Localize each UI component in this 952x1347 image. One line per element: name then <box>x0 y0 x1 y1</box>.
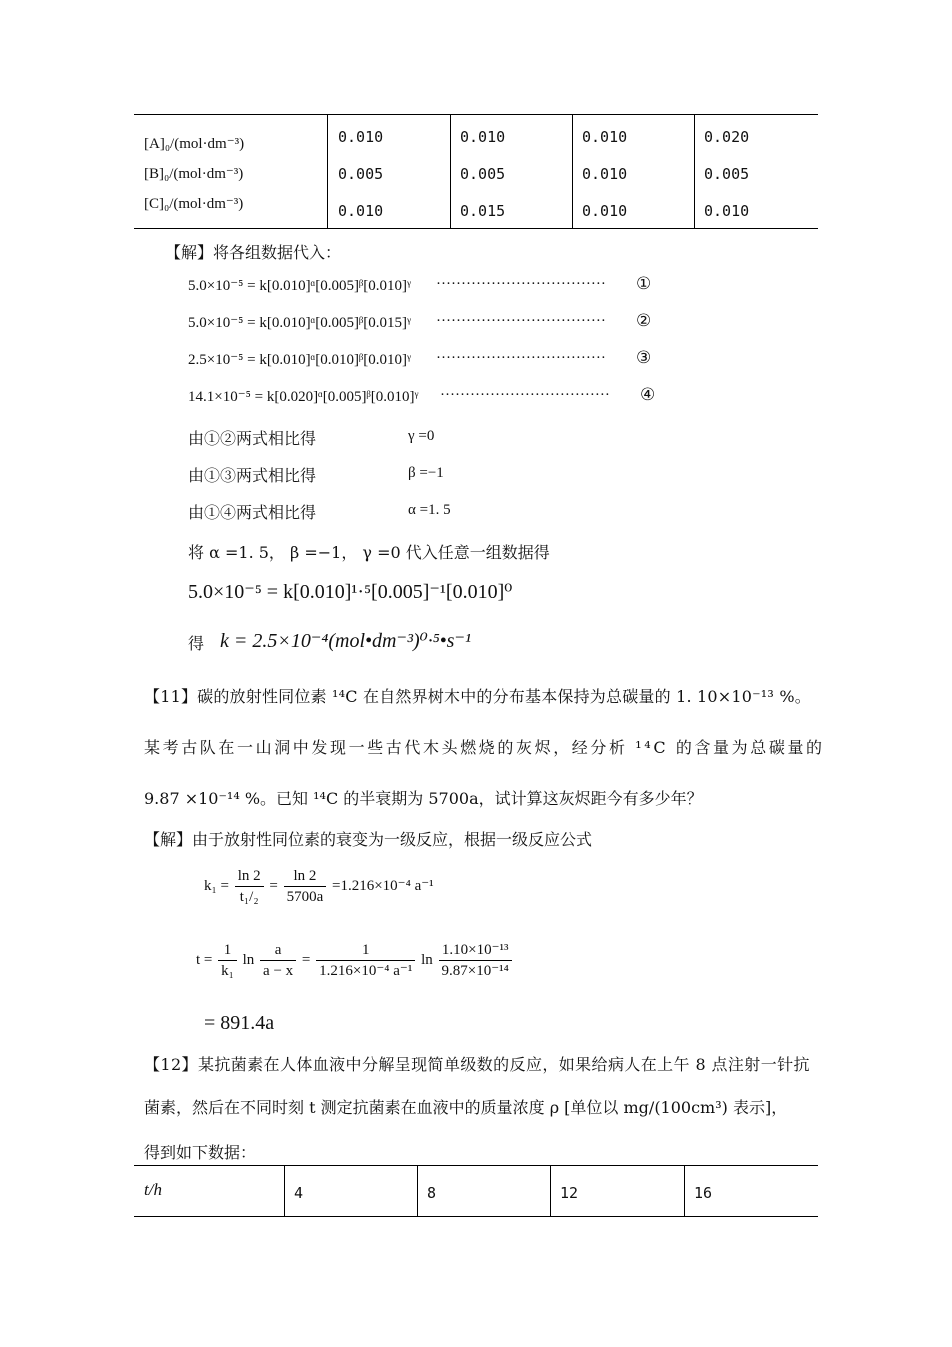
row-label-b: [B]₀/(mol·dm⁻³) <box>144 166 244 182</box>
eq-lhs: 5.0×10⁻⁵ <box>188 278 244 294</box>
numerator: ln 2 <box>235 866 264 887</box>
eq-lhs: 2.5×10⁻⁵ <box>188 352 244 368</box>
equals-sign: = <box>269 877 278 894</box>
eq-lhs: 5.0×10⁻⁵ <box>188 315 244 331</box>
k1-lhs: k₁ = <box>204 877 229 894</box>
equals-sign: = <box>301 951 311 968</box>
denominator: k₁ <box>221 963 234 979</box>
problem-12-line-2: 菌素，然后在不同时刻 t 测定抗菌素在血液中的质量浓度 ρ [单位以 mg/(100cm³) 表示]， <box>144 1098 788 1117</box>
numerator: ln 2 <box>284 866 327 887</box>
ln-operator: ln <box>421 951 433 968</box>
k1-rhs: =1.216×10⁻⁴ a⁻¹ <box>332 877 434 894</box>
numerator: 1 <box>316 940 415 961</box>
table-2-label: t/h <box>144 1180 162 1199</box>
table-cell: 0.010 <box>338 202 384 220</box>
table-cell: 0.005 <box>338 165 384 183</box>
solution-11-header: 【解】由于放射性同位素的衰变为一级反应，根据一级反应公式 <box>144 830 593 849</box>
equation-4 <box>188 387 418 406</box>
denominator: 9.87×10⁻¹⁴ <box>441 963 509 979</box>
eq-rhs: = k[0.010]ᵅ[0.010]ᵝ[0.010]ᵞ <box>247 352 411 368</box>
result-prefix: 得 <box>188 634 205 653</box>
table-cell: 0.010 <box>338 128 384 146</box>
ratio-result: α =1. 5 <box>408 502 451 518</box>
fraction <box>316 940 415 981</box>
table-cell: 0.005 <box>460 165 506 183</box>
fraction <box>439 940 512 981</box>
eq-mark: ④ <box>640 385 656 404</box>
eq-rhs: = k[0.010]ᵅ[0.005]ᵝ[0.015]ᵞ <box>247 315 411 331</box>
eq-dots: ·································· <box>436 276 606 292</box>
ratio-result: γ =0 <box>408 428 435 444</box>
equation-1 <box>188 276 411 295</box>
problem-11-line-3: 9.87 ×10⁻¹⁴ %。已知 ¹⁴C 的半衰期为 5700a，试计算这灰烬距今有多少年？ <box>144 789 703 808</box>
eq-rhs: = k[0.010]ᵅ[0.005]ᵝ[0.010]ᵞ <box>247 278 411 294</box>
denominator: 5700a <box>286 889 324 905</box>
k1-formula <box>204 866 434 907</box>
table-cell: 0.020 <box>704 128 750 146</box>
eq-mark: ② <box>636 311 652 330</box>
final-equation: 5.0×10⁻⁵ = k[0.010]¹·⁵[0.005]⁻¹[0.010]⁰ <box>188 581 513 603</box>
numerator: 1.10×10⁻¹³ <box>439 940 512 961</box>
ln-operator: ln <box>242 951 255 968</box>
t-formula <box>196 940 514 981</box>
eq-rhs: = k[0.020]ᵅ[0.005]ᵝ[0.010]ᵞ <box>254 389 419 405</box>
table-cell: 0.010 <box>582 165 628 183</box>
answer-11: = 891.4a <box>204 1012 275 1034</box>
eq-dots: ·································· <box>436 313 606 329</box>
row-label-a: [A]₀/(mol·dm⁻³) <box>144 136 245 152</box>
table-cell: 16 <box>694 1184 713 1202</box>
problem-11-line-2: 某考古队在一山洞中发现一些古代木头燃烧的灰烬，经分析 ¹⁴C 的含量为总碳量的 <box>144 738 825 757</box>
fraction <box>284 866 327 907</box>
t-lhs: t = <box>196 951 213 968</box>
eq-mark: ① <box>636 274 652 293</box>
table-cell: 0.010 <box>582 202 628 220</box>
denominator: 1.216×10⁻⁴ a⁻¹ <box>319 963 413 979</box>
table-cell: 0.010 <box>460 128 506 146</box>
table-cell: 0.015 <box>460 202 506 220</box>
ratio-text: 由①③两式相比得 <box>188 466 317 485</box>
result-equation: k = 2.5×10⁻⁴(mol•dm⁻³)⁰·⁵•s⁻¹ <box>220 630 472 652</box>
numerator: 1 <box>218 940 237 961</box>
ratio-text: 由①②两式相比得 <box>188 429 317 448</box>
table-cell: 0.010 <box>704 202 750 220</box>
table-cell: 8 <box>427 1184 437 1202</box>
table-cell: 12 <box>560 1184 579 1202</box>
ratio-text: 由①④两式相比得 <box>188 503 317 522</box>
numerator: a <box>260 940 296 961</box>
fraction <box>235 866 264 907</box>
eq-dots: ·································· <box>436 350 606 366</box>
eq-mark: ③ <box>636 348 652 367</box>
equation-3 <box>188 350 411 369</box>
table-cell: 0.005 <box>704 165 750 183</box>
eq-dots: ·································· <box>440 387 610 403</box>
ratio-result: β =−1 <box>408 465 444 481</box>
fraction <box>260 940 296 981</box>
equation-2 <box>188 313 411 332</box>
denominator: t₁/₂ <box>239 889 259 905</box>
table-cell: 4 <box>294 1184 304 1202</box>
row-label-c: [C]₀/(mol·dm⁻³) <box>144 196 244 212</box>
eq-lhs: 14.1×10⁻⁵ <box>188 389 251 405</box>
problem-12-line-1: 【12】某抗菌素在人体血液中分解呈现简单级数的反应，如果给病人在上午 8 点注射一针抗 <box>144 1055 810 1074</box>
fraction <box>218 940 237 981</box>
problem-12-line-3: 得到如下数据： <box>144 1143 257 1162</box>
denominator: a − x <box>263 963 294 979</box>
substitute-text: 将 α =1. 5， β =−1， γ =0 代入任意一组数据得 <box>188 543 550 562</box>
problem-11-line-1: 【11】碳的放射性同位素 ¹⁴C 在自然界树木中的分布基本保持为总碳量的 1. 10×10⁻¹³ %。 <box>144 687 811 706</box>
solution-header: 【解】将各组数据代入： <box>165 243 342 262</box>
table-cell: 0.010 <box>582 128 628 146</box>
